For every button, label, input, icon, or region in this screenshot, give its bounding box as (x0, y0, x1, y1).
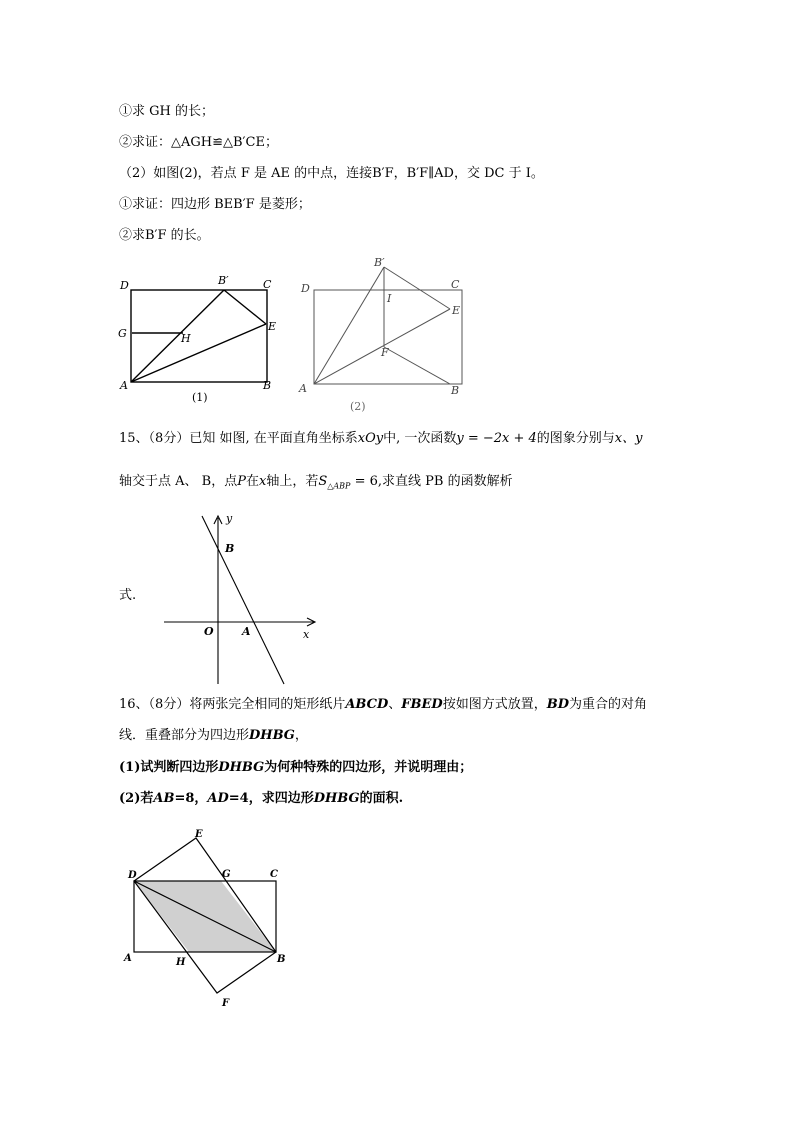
label-a: A (120, 379, 128, 392)
q16-rect2: FBED (401, 697, 443, 712)
q16-label-g: G (222, 869, 231, 880)
q16-label-h: H (176, 957, 186, 968)
q15-area-sub: △ABP (327, 481, 351, 491)
q16-sub2-ad: AD (207, 791, 229, 806)
graph-label-y: y (226, 512, 233, 525)
label-e-2: E (452, 304, 461, 317)
q15-number: 15、（8分） (119, 431, 190, 446)
segment-b1e-2 (384, 267, 450, 309)
segment-ab1-2 (314, 267, 384, 384)
label-d: D (120, 279, 129, 292)
label-d-2: D (301, 282, 310, 295)
q15-text-2c: 轴上，若 (266, 474, 319, 489)
q16-sub2-ab-val: =8， (174, 791, 208, 806)
label-b-2: B (451, 384, 460, 397)
q16-text-1a: 将两张完全相同的矩形纸片 (189, 697, 346, 712)
q14-figure-2 (296, 254, 468, 416)
figure-1-caption: (1) (192, 391, 208, 404)
label-c: C (263, 278, 272, 291)
segment-fb (384, 347, 450, 384)
q15-text-1b: 中, 一次函数 (383, 431, 457, 446)
segment-ab1 (131, 290, 224, 382)
graph-label-x: x (303, 628, 310, 641)
q15-line-3: 式. (119, 588, 137, 603)
label-a-2: A (299, 382, 307, 395)
q15-text-2d: ,求直线 PB 的函数解析 (377, 474, 513, 489)
q16-sub2-ab: AB (153, 791, 175, 806)
q15-graph (160, 508, 325, 688)
q16-number: 16、（8分） (119, 697, 190, 712)
q15-line-1 (119, 430, 642, 448)
graph-label-b: B (225, 542, 235, 555)
label-i-2: I (387, 292, 392, 305)
q16-label-f: F (222, 998, 230, 1009)
q16-sub2-ad-val: =4，求四边形 (228, 791, 314, 806)
q15-coord-system: xOy (357, 431, 384, 446)
q16-label-a: A (124, 953, 132, 964)
q16-quad: DHBG (249, 728, 295, 743)
q16-sub2-b: 的面积. (359, 791, 404, 806)
q15-point-p: P (237, 474, 246, 489)
q16-text-1c: 为重合的对角 (568, 697, 647, 712)
q15-text-2b: 在 (245, 474, 259, 489)
q15-area-val: = 6 (350, 474, 378, 489)
q15-line-2 (119, 473, 513, 496)
q16-label-b: B (277, 954, 286, 965)
label-g: G (118, 327, 127, 340)
q14-figure-1 (112, 272, 287, 408)
label-e: E (268, 320, 277, 333)
q16-label-e: E (195, 829, 203, 840)
q15-axes: x、y (614, 431, 643, 446)
q14-part2-intro: （2）如图(2)，若点 F 是 AE 的中点，连接B′F，B′F∥AD，交 DC 于 I。 (119, 166, 544, 181)
q15-function: y = −2x + 4 (456, 431, 537, 446)
q14-part1-item1: ①求 GH 的长； (119, 104, 214, 119)
q16-sep: 、 (388, 697, 402, 712)
function-line (202, 516, 284, 684)
q16-sub1 (119, 759, 472, 777)
label-f-2: F (381, 346, 389, 359)
q16-sub2 (119, 790, 403, 808)
rect-abcd (131, 290, 267, 382)
q16-rect1: ABCD (345, 697, 389, 712)
q16-sub1-a: (1)试判断四边形 (119, 760, 219, 775)
q16-sub2-a: (2)若 (119, 791, 154, 806)
label-b-prime: B′ (218, 274, 229, 287)
q16-sub1-quad: DHBG (218, 760, 265, 775)
q14-part2-item2: ②求B′F 的长。 (119, 228, 210, 243)
q14-part2-item1: ①求证：四边形 BEB′F 是菱形； (119, 197, 311, 212)
q16-label-c: C (270, 869, 278, 880)
q15-text-1c: 的图象分别与 (536, 431, 615, 446)
q16-line-2 (119, 727, 308, 745)
graph-label-o: O (204, 625, 214, 638)
label-c-2: C (451, 278, 460, 291)
q16-text-2a: 线．重叠部分为四边形 (119, 728, 250, 743)
q16-label-d: D (128, 870, 137, 881)
q16-text-1b: 按如图方式放置， (442, 697, 547, 712)
label-h: H (181, 332, 191, 345)
segment-b1e (224, 290, 266, 324)
q16-sub1-b: 为何种特殊的四边形，并说明理由； (264, 760, 473, 775)
q15-text-1a: 已知 如图, 在平面直角坐标系 (189, 431, 358, 446)
q16-line-1 (119, 696, 647, 714)
q16-figure (118, 826, 298, 1010)
q16-sub2-quad: DHBG (313, 791, 360, 806)
q15-axis-x: x (258, 474, 267, 489)
label-b-prime-2: B′ (374, 256, 385, 269)
figure-2-caption: (2) (350, 400, 366, 413)
q16-bd: BD (546, 697, 569, 712)
label-b: B (263, 379, 272, 392)
q14-part1-item2: ②求证：△AGH≌△B′CE； (119, 135, 278, 150)
graph-label-a: A (242, 625, 251, 638)
q15-area-s: S (318, 474, 328, 489)
q15-text-2a: 轴交于点 A、 B，点 (119, 474, 238, 489)
q16-text-2b: ， (294, 728, 308, 743)
